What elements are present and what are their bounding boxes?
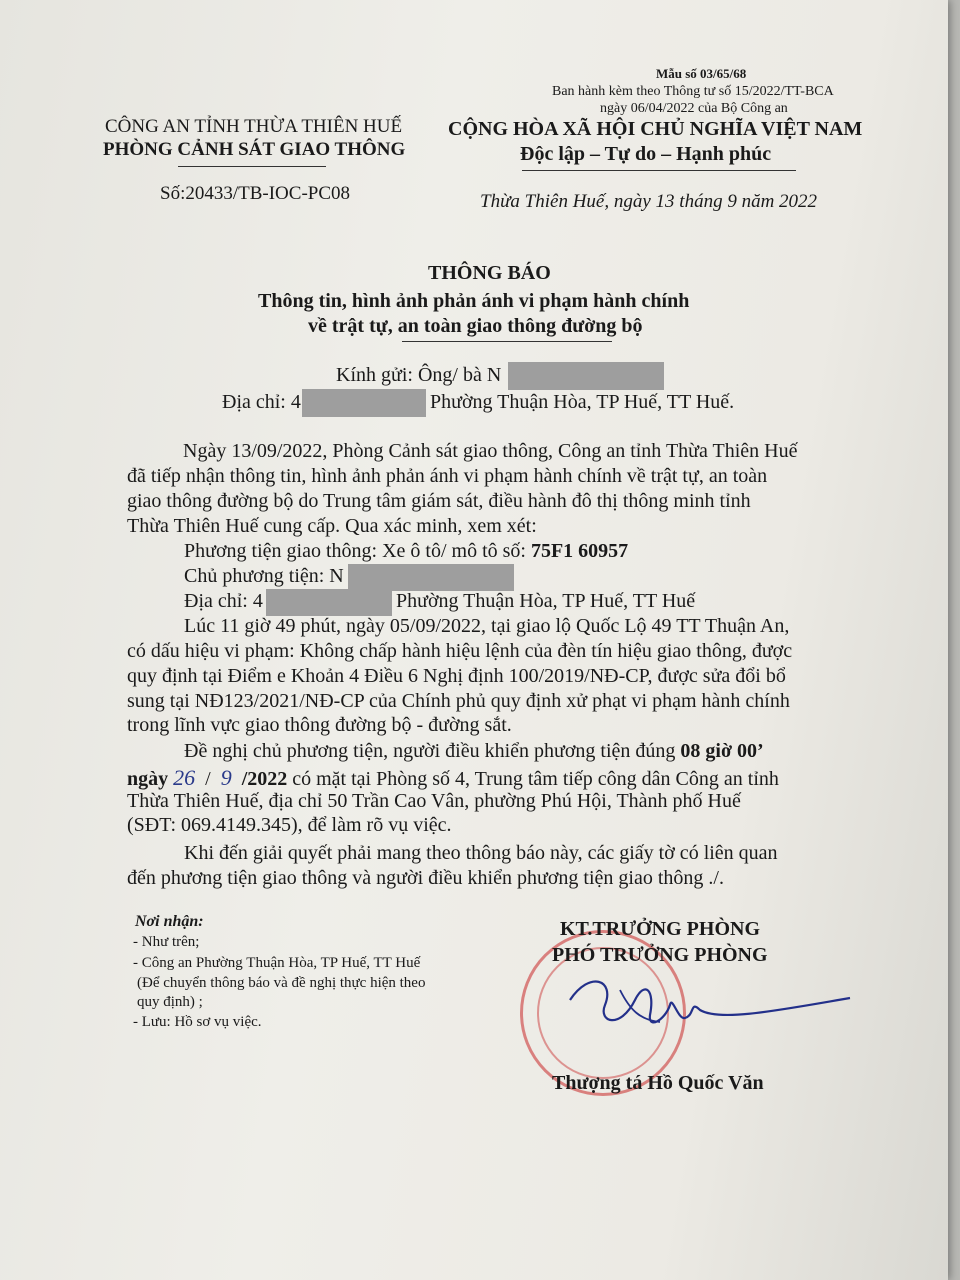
- document-title: THÔNG BÁO: [428, 262, 551, 284]
- paragraph1-line1: Ngày 13/09/2022, Phòng Cảnh sát giao thông, Công an tỉnh Thừa Thiên Huế: [183, 440, 798, 462]
- agency-name: CÔNG AN TỈNH THỪA THIÊN HUẾ: [105, 116, 403, 137]
- paragraph3-line1-text: Đề nghị chủ phương tiện, người điều khiển phương tiện đúng: [184, 740, 681, 762]
- paragraph2-line3: quy định tại Điểm e Khoản 4 Điều 6 Nghị định 100/2019/NĐ-CP, được sửa đổi bổ: [127, 665, 786, 687]
- recipients-line4: quy định) ;: [137, 994, 203, 1010]
- appointment-year: /2022: [241, 768, 288, 790]
- recipients-line2: - Công an Phường Thuận Hòa, TP Huế, TT Huế: [133, 955, 421, 971]
- recipients-line5: - Lưu: Hồ sơ vụ việc.: [133, 1014, 262, 1030]
- paragraph1-line4: Thừa Thiên Huế cung cấp. Qua xác minh, xem xét:: [127, 515, 537, 537]
- recipient-to: Kính gửi: Ông/ bà N: [336, 364, 502, 386]
- paragraph3-line2: [127, 765, 779, 791]
- paragraph1-line3: giao thông đường bộ do Trung tâm giám sát, điều hành đô thị thông minh tỉnh: [127, 490, 751, 512]
- paragraph2-line2: có dấu hiệu vi phạm: Không chấp hành hiệu lệnh của đèn tín hiệu giao thông, được: [127, 640, 793, 662]
- title-underline: [402, 341, 612, 342]
- redacted-owner-box: [348, 564, 514, 591]
- recipient-address-label: Địa chỉ: 4: [222, 391, 301, 413]
- redacted-address-box: [302, 389, 426, 417]
- paragraph3-line2-rest: có mặt tại Phòng số 4, Trung tâm tiếp công dân Công an tỉnh: [287, 768, 779, 790]
- paragraph3-line1: [184, 740, 764, 763]
- department-name: PHÒNG CẢNH SÁT GIAO THÔNG: [103, 139, 406, 160]
- vehicle-label: Phương tiện giao thông: Xe ô tô/ mô tô số:: [184, 540, 531, 562]
- owner-address-label: Địa chỉ: 4: [184, 590, 263, 612]
- redacted-owner-address-box: [266, 589, 392, 616]
- document-subtitle-line1: Thông tin, hình ảnh phản ánh vi phạm hành chính: [258, 290, 690, 312]
- vehicle-line: [184, 540, 628, 563]
- paragraph3-line4: (SĐT: 069.4149.345), để làm rõ vụ việc.: [127, 814, 452, 836]
- license-plate: 75F1 60957: [530, 540, 629, 562]
- country-name: CỘNG HÒA XÃ HỘI CHỦ NGHĨA VIỆT NAM: [448, 118, 863, 140]
- signer-name: Thượng tá Hồ Quốc Văn: [552, 1072, 764, 1094]
- owner-address-rest: Phường Thuận Hòa, TP Huế, TT Huế: [396, 590, 696, 612]
- handwritten-signature: [560, 960, 860, 1050]
- appointment-time: 08 giờ 00’: [680, 740, 764, 762]
- place-and-date: Thừa Thiên Huế, ngày 13 tháng 9 năm 2022: [480, 191, 818, 212]
- national-motto: Độc lập – Tự do – Hạnh phúc: [520, 143, 772, 165]
- document-subtitle-line2: về trật tự, an toàn giao thông đường bộ: [308, 315, 643, 337]
- paragraph1-line2: đã tiếp nhận thông tin, hình ảnh phản ánh vi phạm hành chính về trật tự, an toàn: [127, 465, 768, 487]
- paragraph2-line1: Lúc 11 giờ 49 phút, ngày 05/09/2022, tại giao lộ Quốc Lộ 49 TT Thuận An,: [184, 615, 790, 637]
- paragraph4-line1: Khi đến giải quyết phải mang theo thông báo này, các giấy tờ có liên quan: [184, 842, 778, 864]
- appointment-day-label: ngày: [127, 768, 169, 790]
- paragraph2-line5: trong lĩnh vực giao thông đường bộ - đường sắt.: [127, 714, 512, 736]
- paragraph4-line2: đến phương tiện giao thông và người điều khiển phương tiện giao thông ./.: [127, 867, 724, 889]
- recipient-address-rest: Phường Thuận Hòa, TP Huế, TT Huế.: [430, 391, 735, 413]
- signature-title2: PHÓ TRƯỞNG PHÒNG: [552, 944, 768, 966]
- owner-label: Chủ phương tiện: N: [184, 565, 344, 587]
- recipients-line1: - Như trên;: [133, 934, 200, 950]
- recipients-heading: Nơi nhận:: [135, 913, 204, 930]
- header-divider-left: [178, 166, 326, 167]
- date-separator: /: [205, 768, 211, 790]
- appointment-day: 26: [173, 765, 196, 790]
- paragraph2-line4: sung tại NĐ123/2021/NĐ-CP của Chính phủ quy định xử phạt vi phạm hành chính: [127, 690, 790, 712]
- document-number: Số:20433/TB-IOC-PC08: [160, 183, 351, 204]
- form-issued-line2: ngày 06/04/2022 của Bộ Công an: [600, 101, 788, 116]
- form-number: Mẫu số 03/65/68: [656, 66, 747, 81]
- appointment-month: 9: [220, 765, 232, 790]
- form-issued-line1: Ban hành kèm theo Thông tư số 15/2022/TT-BCA: [552, 84, 834, 99]
- paragraph3-line3: Thừa Thiên Huế, địa chỉ 50 Trần Cao Vân, phường Phú Hội, Thành phố Huế: [127, 790, 741, 812]
- recipients-line3: (Để chuyển thông báo và đề nghị thực hiện theo: [137, 975, 426, 991]
- redacted-name-box: [508, 362, 664, 390]
- header-divider-right: [522, 170, 796, 171]
- signature-title1: KT.TRƯỞNG PHÒNG: [560, 918, 760, 940]
